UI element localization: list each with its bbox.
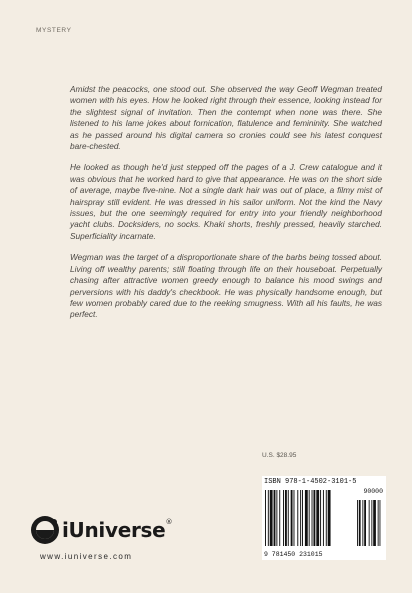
barcode-bar: [305, 490, 308, 546]
barcode-bar: [279, 490, 280, 546]
blurb-paragraph-3: Wegman was the target of a disproportionate share of the barbs being tossed about. Living off wealthy parents; still floating through life on their houseboat. Perpetually chasing after attractive women greedy enough to balance his mood swings and perversions with his daddy's checkbook. He was physically handsome enough, but few women probably cared due to the reeking smugness. With all his faults, he was perfect.: [70, 252, 382, 320]
barcode-addon-bar: [364, 500, 366, 546]
barcode-addon-digits: 90000: [363, 488, 383, 495]
barcode-bar: [283, 490, 284, 546]
barcode-bar: [309, 490, 310, 546]
barcode-addon-bar: [357, 500, 358, 546]
barcode-bars: [265, 490, 383, 548]
barcode-addon-bar: [359, 500, 361, 546]
barcode-bar: [294, 490, 295, 546]
barcode-addon-bar: [373, 500, 376, 546]
barcode-bar: [323, 490, 324, 546]
barcode-bar: [326, 490, 327, 546]
barcode-addon-bar: [371, 500, 372, 546]
barcode-bar: [291, 490, 293, 546]
barcode-bar: [300, 490, 301, 546]
barcode-digits: 9 781450 231015: [264, 551, 323, 558]
iuniverse-logo-icon: [30, 514, 60, 546]
blurb-paragraph-1: Amidst the peacocks, one stood out. She observed the way Geoff Wegman treated women with his eyes. How he looked right through their essence, looking instead for the slightest signal of invitation. Then the contempt when none was there. She listened to his lame jokes about fornication, flatulence and femininity. She watched as he passed around his digital camera so cronies could see his latest conquest bare-chested.: [70, 84, 382, 152]
barcode-bar: [274, 490, 276, 546]
barcode-addon-bar: [362, 500, 363, 546]
price-label: U.S. $28.95: [262, 452, 297, 459]
barcode-bar: [316, 490, 319, 546]
barcode-bar: [302, 490, 303, 546]
publisher-logo: [30, 514, 172, 546]
barcode-bar: [265, 490, 266, 546]
isbn-barcode: [262, 476, 386, 560]
barcode-bar: [328, 490, 331, 546]
blurb-paragraph-2: He looked as though he'd just stepped off the pages of a J. Crew catalogue and it was obvious that he worked hard to give that appearance. He was on the short side of average, maybe five-nine. Not a single dark hair was out of place, a filmy mist of hairspray still evident. He was dressed in his sailor uniform. Not the kind the Navy issues, but the one seemingly required for entry into your friendly neighborhood yacht clubs. Docksiders, no socks. Khaki shorts, freshly pressed, heavily starched. Superficiality incarnate.: [70, 162, 382, 241]
barcode-bar: [297, 490, 298, 546]
barcode-bar: [268, 490, 269, 546]
publisher-name: iUniverse®: [62, 518, 173, 542]
isbn-label: ISBN 978-1-4502-3101-5: [264, 478, 357, 486]
barcode-addon-bar: [378, 500, 379, 546]
back-cover-blurb: [70, 84, 382, 331]
barcode-bar: [312, 490, 313, 546]
barcode-bar: [288, 490, 289, 546]
barcode-bar: [276, 490, 277, 546]
barcode-addon-bar: [369, 500, 370, 546]
barcode-bar: [320, 490, 321, 546]
barcode-addon-bar: [380, 500, 381, 546]
genre-label: MYSTERY: [36, 27, 72, 34]
barcode-bar: [270, 490, 273, 546]
barcode-bar: [285, 490, 287, 546]
barcode-bar: [313, 490, 315, 546]
publisher-website: www.iuniverse.com: [40, 552, 133, 561]
